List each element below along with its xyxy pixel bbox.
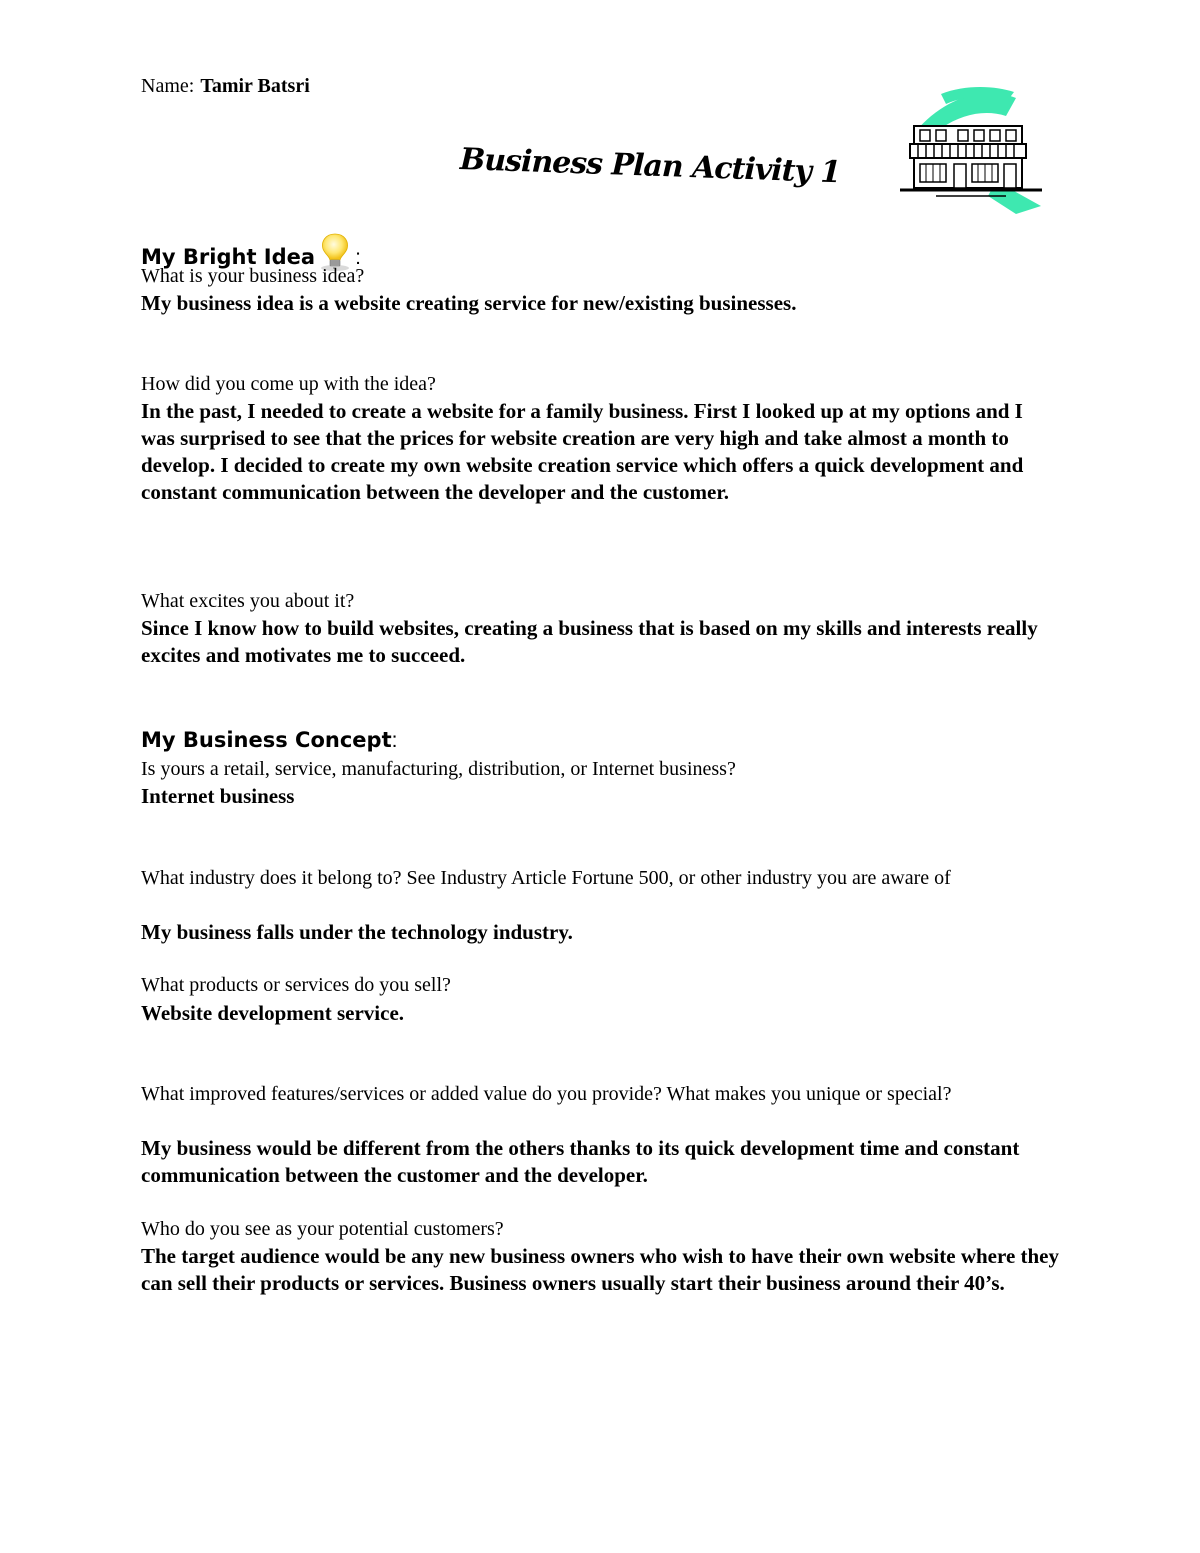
question-business-type: Is yours a retail, service, manufacturing, distribution, or Internet business? (141, 758, 736, 780)
question-unique-value: What improved features/services or added value do you provide? What makes you unique or special? (141, 1083, 952, 1105)
answer-customers: The target audience would be any new business owners who wish to have their own website where they can sell their products or services. Business owners usually start their business around their 40’s. (141, 1244, 1060, 1295)
question-products: What products or services do you sell? (141, 974, 451, 996)
question-industry: What industry does it belong to? See Industry Article Fortune 500, or other industry you are aware of (141, 867, 951, 889)
bright-idea-heading-text: My Bright Idea (141, 245, 316, 269)
answer-unique-value: My business would be different from the others thanks to its quick development time and constant communication between the customer and the developer. (141, 1136, 1020, 1187)
name-line (141, 73, 310, 99)
name-label: Name: (141, 75, 195, 97)
name-value: Tamir Batsri (200, 75, 310, 97)
answer-excitement: Since I know how to build websites, creating a business that is based on my skills and interests really excites and motivates me to succeed. (141, 616, 1038, 667)
business-concept-heading-colon: : (391, 729, 398, 752)
question-excitement: What excites you about it? (141, 590, 355, 612)
answer-products: Website development service. (141, 1001, 405, 1025)
answer-business-idea: My business idea is a website creating service for new/existing businesses. (141, 291, 797, 315)
bright-idea-heading-colon: : (355, 246, 361, 269)
question-business-idea: What is your business idea? (141, 265, 365, 287)
page-title: Business Plan Activity 1 (459, 142, 841, 191)
storefront-icon (896, 86, 1046, 216)
answer-idea-origin: In the past, I needed to create a website for a family business. First I looked up at my options and I was surprised to see that the prices for website creation are very high and take almost a month to develop. I decided to create my own website creation service which offers a quick development and constant communication between the developer and the customer. (141, 399, 1024, 504)
question-customers: Who do you see as your potential customers? (141, 1218, 504, 1240)
answer-industry: My business falls under the technology industry. (141, 920, 573, 944)
business-concept-heading-text: My Business Concept (141, 728, 392, 752)
question-idea-origin: How did you come up with the idea? (141, 373, 436, 395)
business-concept-heading (141, 727, 397, 754)
answer-business-type: Internet business (141, 784, 295, 808)
